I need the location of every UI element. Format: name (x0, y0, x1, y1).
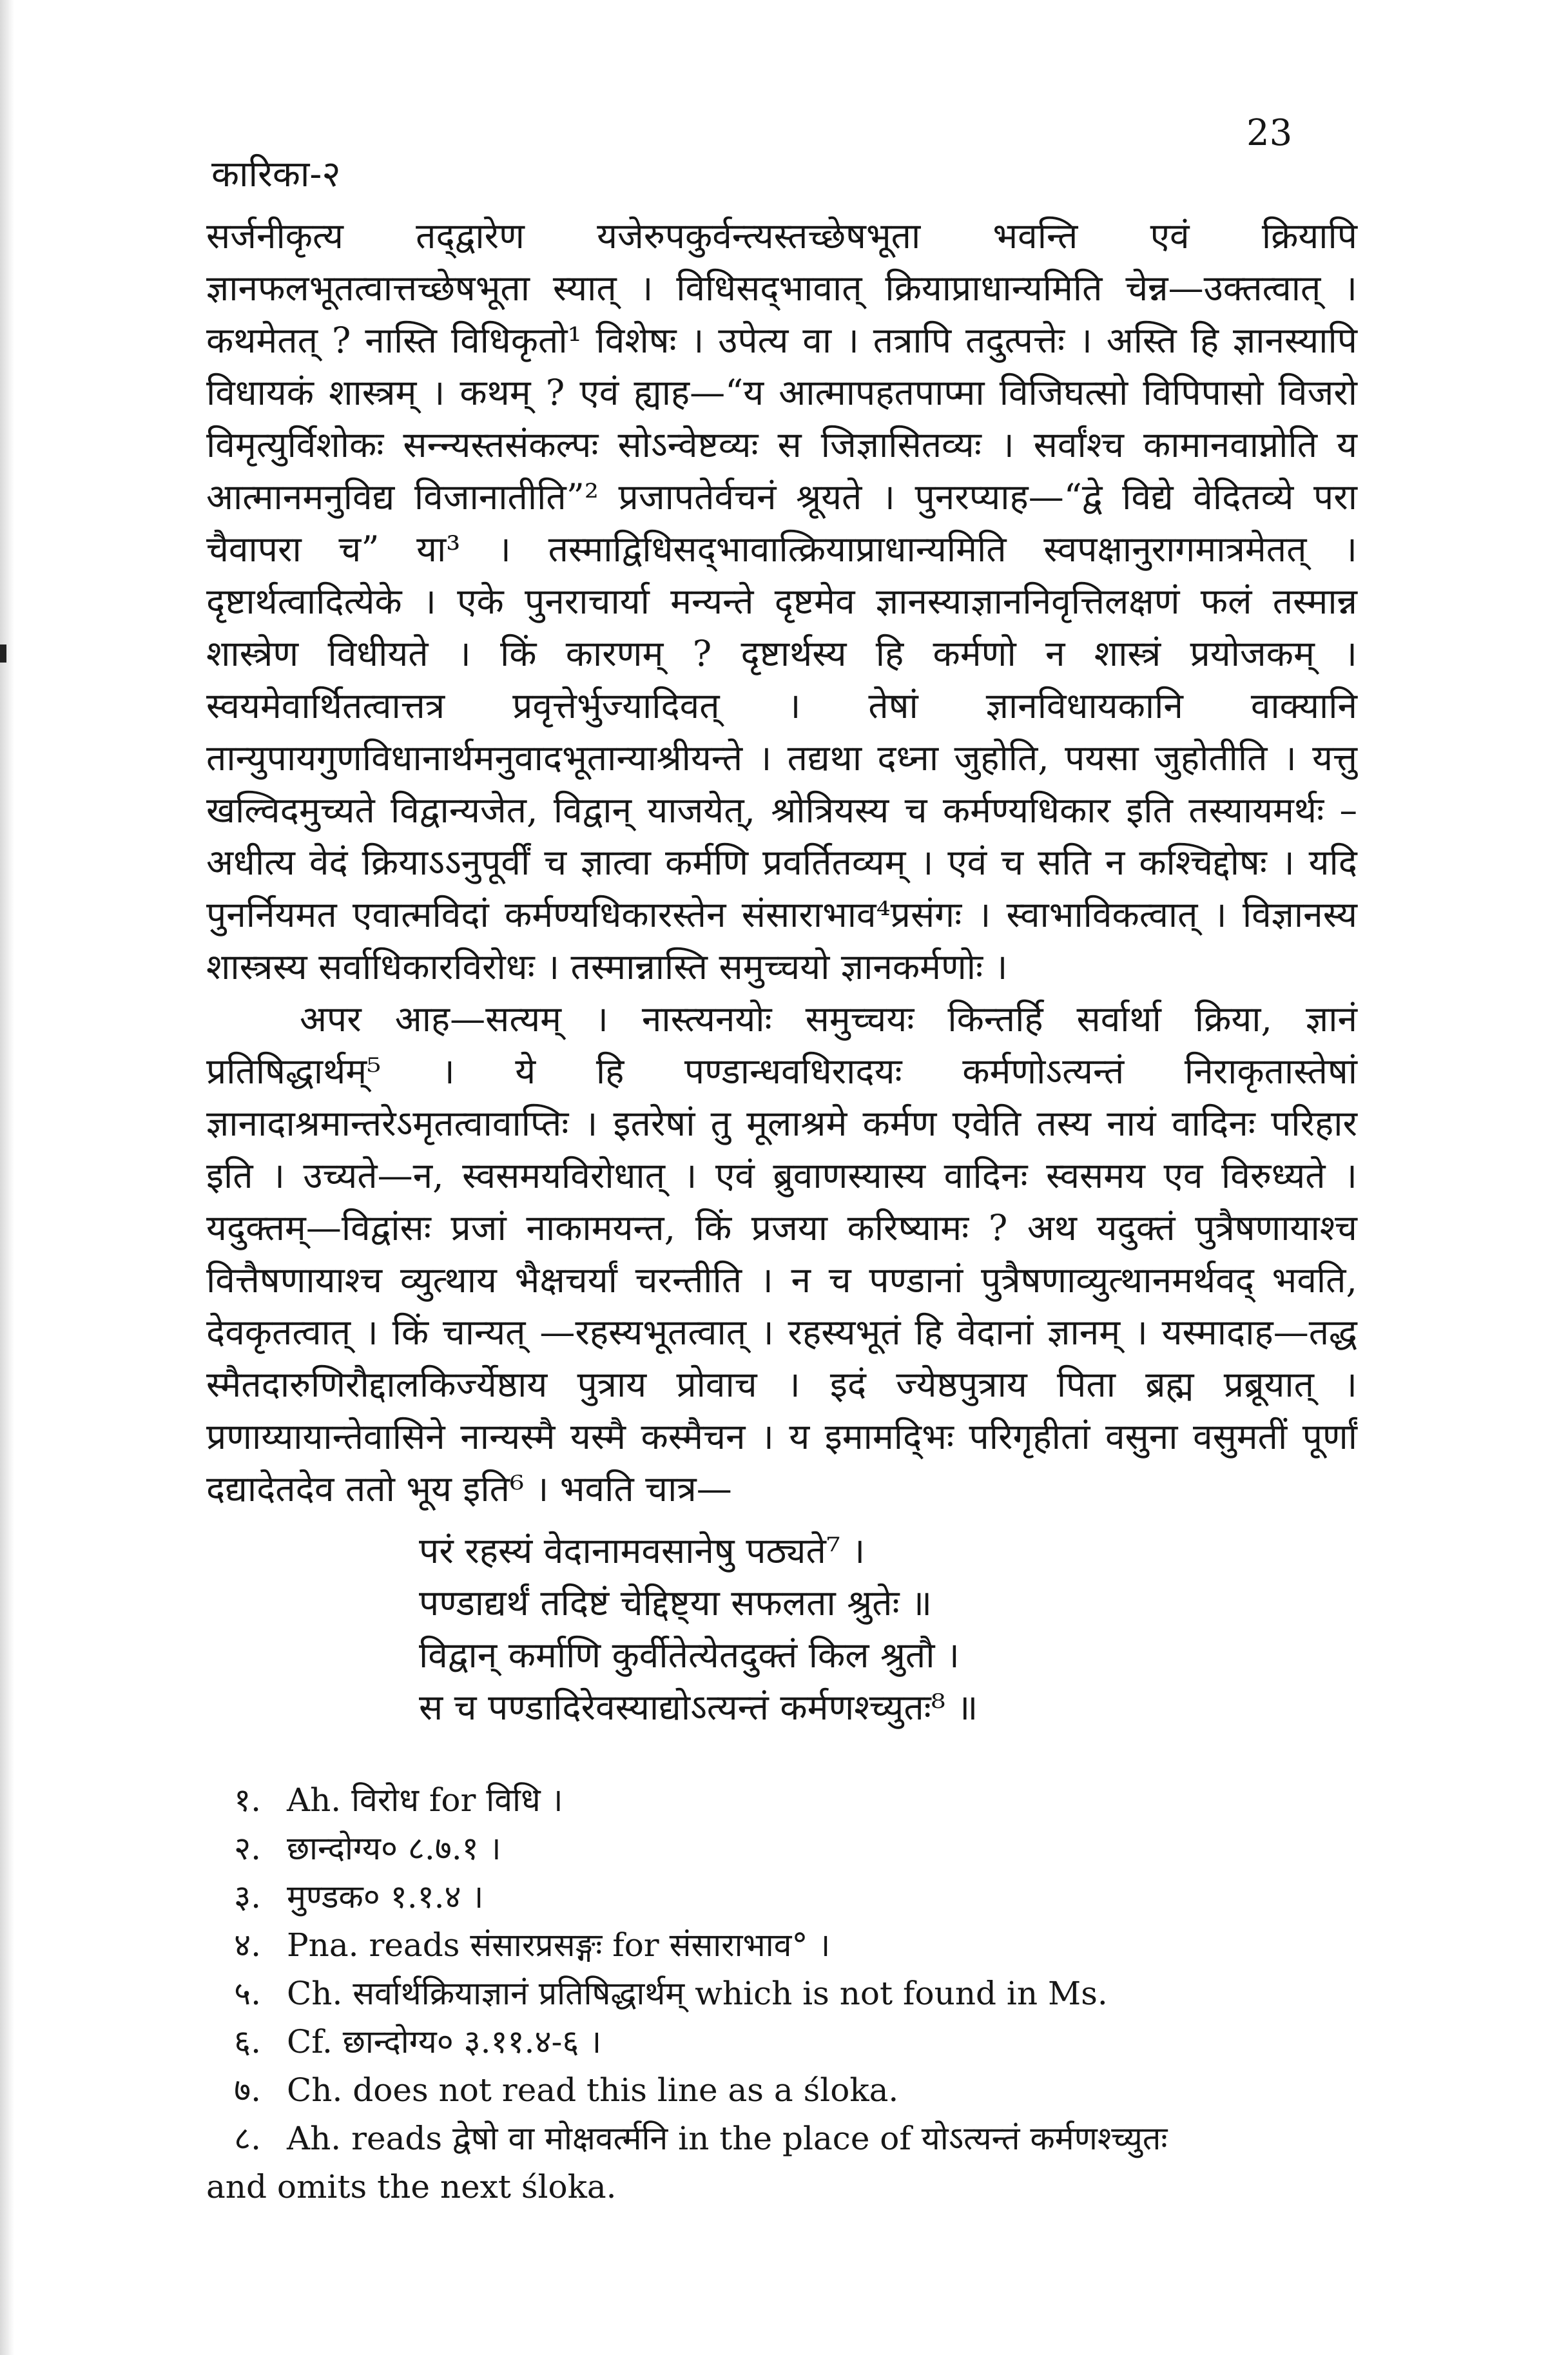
footnote-number: ५. (234, 1975, 261, 2012)
footnote-text: छान्दोग्य० ८.७.१ । (287, 1830, 501, 1867)
footnote-number: १. (234, 1781, 261, 1819)
verse-line: पण्डाद्यर्थं तदिष्टं चेद्दिष्ट्या सफलता श्रुतेः ॥ (419, 1582, 933, 1623)
paragraph-2: अपर आह—सत्यम् । नास्त्यनयोः समुच्चयः किन्तर्हि सर्वार्था क्रिया, ज्ञानं प्रतिषिद्धार्थम्⁵ । ये हि पण्डान्धवधिरादयः कर्मणोऽत्यन्तं निराकृतास्तेषां ज्ञानादाश्रमान्तरेऽमृतत्वावाप्तिः । इतरेषां तु मूलाश्रमे कर्मण एवेति तस्य नायं वादिनः परिहार इति । उच्यते—न, स्वसमयविरोधात् । एवं ब्रुवाणस्यास्य वादिनः स्वसमय एव विरुध्यते । यदुक्तम्—विद्वांसः प्रजां नाकामयन्त, किं प्रजया करिष्यामः ? अथ यदुक्तं पुत्रैषणायाश्च वित्तैषणायाश्च व्युत्थाय भैक्षचर्यां चरन्तीति । न च पण्डानां पुत्रैषणाव्युत्थानमर्थवद् भवति, देवकृतत्वात् । किं चान्यत् —रहस्यभूतत्वात् । रहस्यभूतं हि वेदानां ज्ञानम् । यस्मादाह—तद्ध स्मैतदारुणिरौद्दालकिर्ज्येष्ठाय पुत्राय प्रोवाच । इदं ज्येष्ठपुत्राय पिता ब्रह्म प्रब्रूयात् । प्रणाय्यायान्तेवासिने नान्यस्मै यस्मै कस्मैचन । य इमामद्‍भिः परिगृहीतां वसुना वसुमतीं पूर्णां दद्यादेतदेव ततो भूय इति⁶ । भवति चात्र— (206, 998, 1357, 1509)
footnote-6 (206, 2018, 1366, 2066)
verse-block (419, 1525, 1224, 1734)
footnotes (206, 1776, 1366, 2211)
binding-edge-shadow (0, 0, 14, 2355)
verse-line: विद्वान् कर्माणि कुर्वीतेत्येतदुक्तं किल श्रुतौ । (419, 1634, 960, 1676)
footnote-3 (206, 1873, 1366, 1921)
footnote-continuation: and omits the next śloka. (206, 2168, 617, 2205)
running-head: कारिका-२ (211, 153, 341, 195)
main-text (206, 210, 1357, 1515)
footnote-text: Ch. does not read this line as a śloka. (287, 2071, 899, 2109)
footnote-text: Pna. reads संसारप्रसङ्गः for संसाराभाव° । (287, 1926, 831, 1964)
footnote-number: ८. (234, 2120, 261, 2157)
footnote-5 (206, 1970, 1366, 2018)
paragraph-1: सर्जनीकृत्य तद्‍द्वारेण यजेरुपकुर्वन्त्यस्तच्छेषभूता भवन्ति एवं क्रियापि ज्ञानफलभूतत्वात्तच्छेषभूता स्यात् । विधिसद्‍भावात् क्रियाप्राधान्यमिति चेन्न—उक्तत्वात् । कथमेतत् ? नास्ति विधिकृतो¹ विशेषः । उपेत्य वा । तत्रापि तदुत्पत्तेः । अस्ति हि ज्ञानस्यापि विधायकं शास्त्रम् । कथम् ? एवं ह्याह—“य आत्मापहतपाप्मा विजिघत्सो विपिपासो विजरो विमृत्युर्विशोकः सन्न्यस्तसंकल्पः सोऽन्वेष्टव्यः स जिज्ञासितव्यः । सर्वांश्च कामानवाप्नोति य आत्मानमनुविद्य विजानातीति”² प्रजापतेर्वचनं श्रूयते । पुनरप्याह—“द्वे विद्ये वेदितव्ये परा चैवापरा च” या³ । तस्माद्विधिसद्‍भावात्क्रियाप्राधान्यमिति स्वपक्षानुरागमात्रमेतत् । दृष्टार्थत्वादित्येके । एके पुनराचार्या मन्यन्ते दृष्टमेव ज्ञानस्याज्ञाननिवृत्तिलक्षणं फलं तस्मान्न शास्त्रेण विधीयते । किं कारणम् ? दृष्टार्थस्य हि कर्मणो न शास्त्रं प्रयोजकम् । स्वयमेवार्थितत्वात्तत्र प्रवृत्तेर्भुज्यादिवत् । तेषां ज्ञानविधायकानि वाक्यानि तान्युपायगुणविधानार्थमनुवादभूतान्याश्रीयन्ते । तद्यथा दध्ना जुहोति, पयसा जुहोतीति । यत्तु खल्विदमुच्यते विद्वान्यजेत, विद्वान् याजयेत्, श्रोत्रियस्य च कर्मण्यधिकार इति तस्यायमर्थः –अधीत्य वेदं क्रियाऽऽनुपूर्वीं च ज्ञात्वा कर्मणि प्रवर्तितव्यम् । एवं च सति न कश्चिद्दोषः । यदि पुनर्नियमत एवात्मविदां कर्मण्यधिकारस्तेन संसाराभाव⁴प्रसंगः । स्वाभाविकत्वात् । विज्ञानस्य शास्त्रस्य सर्वाधिकारविरोधः । तस्मान्नास्ति समुच्चयो ज्ञानकर्मणोः । (206, 215, 1357, 987)
footnote-number: ६. (234, 2023, 261, 2060)
page-number: 23 (1246, 112, 1293, 154)
verse-line: स च पण्डादिरेवस्याद्योऽत्यन्तं कर्मणश्च्युतः⁸ ॥ (419, 1687, 978, 1728)
footnote-2 (206, 1825, 1366, 1873)
footnote-4 (206, 1921, 1366, 1970)
footnote-text: Ch. सर्वार्थक्रियाज्ञानं प्रतिषिद्धार्थम् which is not found in Ms. (287, 1975, 1108, 2012)
footnote-text: Ah. विरोध for विधि । (287, 1781, 563, 1819)
footnote-text: Cf. छान्दोग्य० ३.११.४-६ । (287, 2023, 602, 2060)
footnote-number: ४. (234, 1926, 261, 1964)
footnote-number: ३. (234, 1878, 261, 1915)
binding-edge-mark (0, 644, 6, 663)
footnote-number: २. (234, 1830, 261, 1867)
verse-line: परं रहस्यं वेदानामवसानेषु पठ्यते⁷ । (419, 1530, 866, 1571)
footnote-number: ७. (234, 2071, 261, 2109)
footnote-text: Ah. reads द्वेषो वा मोक्षवर्त्मनि in the place of योऽत्यन्तं कर्मणश्च्युतः (287, 2120, 1168, 2157)
footnote-8 (206, 2115, 1366, 2163)
footnote-text: मुण्डक० १.१.४ । (287, 1878, 484, 1915)
footnote-1 (206, 1776, 1366, 1825)
footnote-7 (206, 2066, 1366, 2115)
